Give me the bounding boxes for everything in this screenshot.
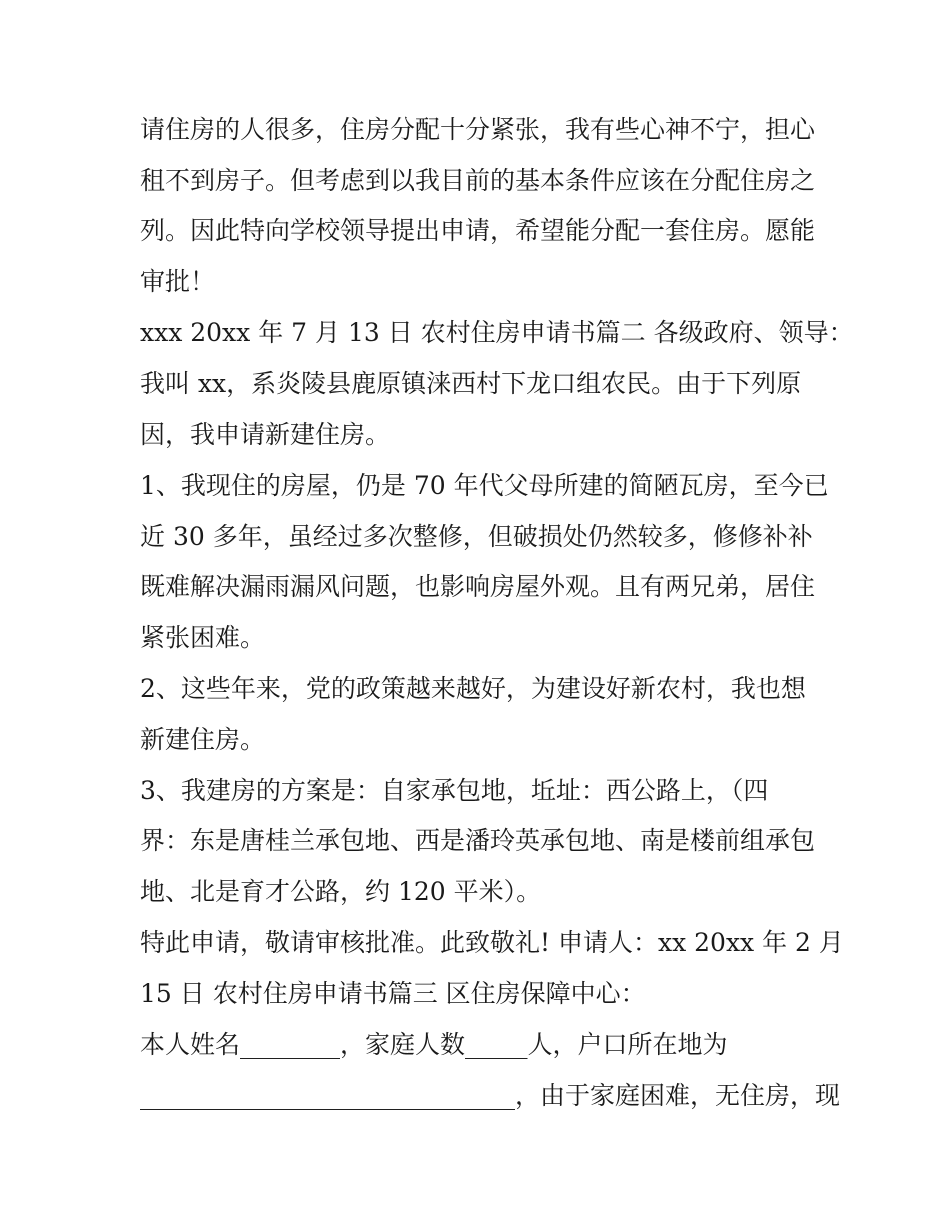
text-line: 因，我申请新建住房。: [140, 420, 391, 449]
text-line: 特此申请，敬请审核批准。此致敬礼! 申请人：xx 20xx 年 2 月: [140, 928, 844, 957]
text-line: 15 日 农村住房申请书篇三 区住房保障中心：: [140, 979, 646, 1008]
text-line: 3、我建房的方案是：自家承包地，坵址：西公路上，（四: [140, 776, 769, 805]
text-line: 租不到房子。但考虑到以我目前的基本条件应该在分配住房之: [140, 166, 816, 195]
text-line: 既难解决漏雨漏风问题，也影响房屋外观。且有两兄弟，居住: [140, 572, 816, 601]
text-line: 请住房的人很多，住房分配十分紧张，我有些心神不宁，担心: [140, 115, 816, 144]
text-line: 紧张困难。: [140, 623, 266, 652]
text-line: 地、北是育才公路，约 120 平米）。: [140, 877, 542, 906]
text-line: 近 30 多年，虽经过多次整修，但破损处仍然较多，修修补补: [140, 522, 813, 551]
text-line: ______________________________，由于家庭困难，无住房，现: [140, 1081, 841, 1110]
text-line: 我叫 xx，系炎陵县鹿原镇涞西村下龙口组农民。由于下列原: [140, 369, 802, 398]
text-line: 审批！: [140, 267, 216, 296]
text-line: 2、这些年来，党的政策越来越好，为建设好新农村，我也想: [140, 674, 806, 703]
text-line: 本人姓名________，家庭人数_____人，户口所在地为: [140, 1030, 728, 1059]
text-line: 界：东是唐桂兰承包地、西是潘玲英承包地、南是楼前组承包: [140, 826, 816, 855]
text-line: xxx 20xx 年 7 月 13 日 农村住房申请书篇二 各级政府、领导：: [140, 318, 854, 347]
text-line: 新建住房。: [140, 725, 266, 754]
text-line: 1、我现住的房屋，仍是 70 年代父母所建的简陋瓦房，至今已: [140, 471, 829, 500]
text-line: 列。因此特向学校领导提出申请，希望能分配一套住房。愿能: [140, 216, 816, 245]
